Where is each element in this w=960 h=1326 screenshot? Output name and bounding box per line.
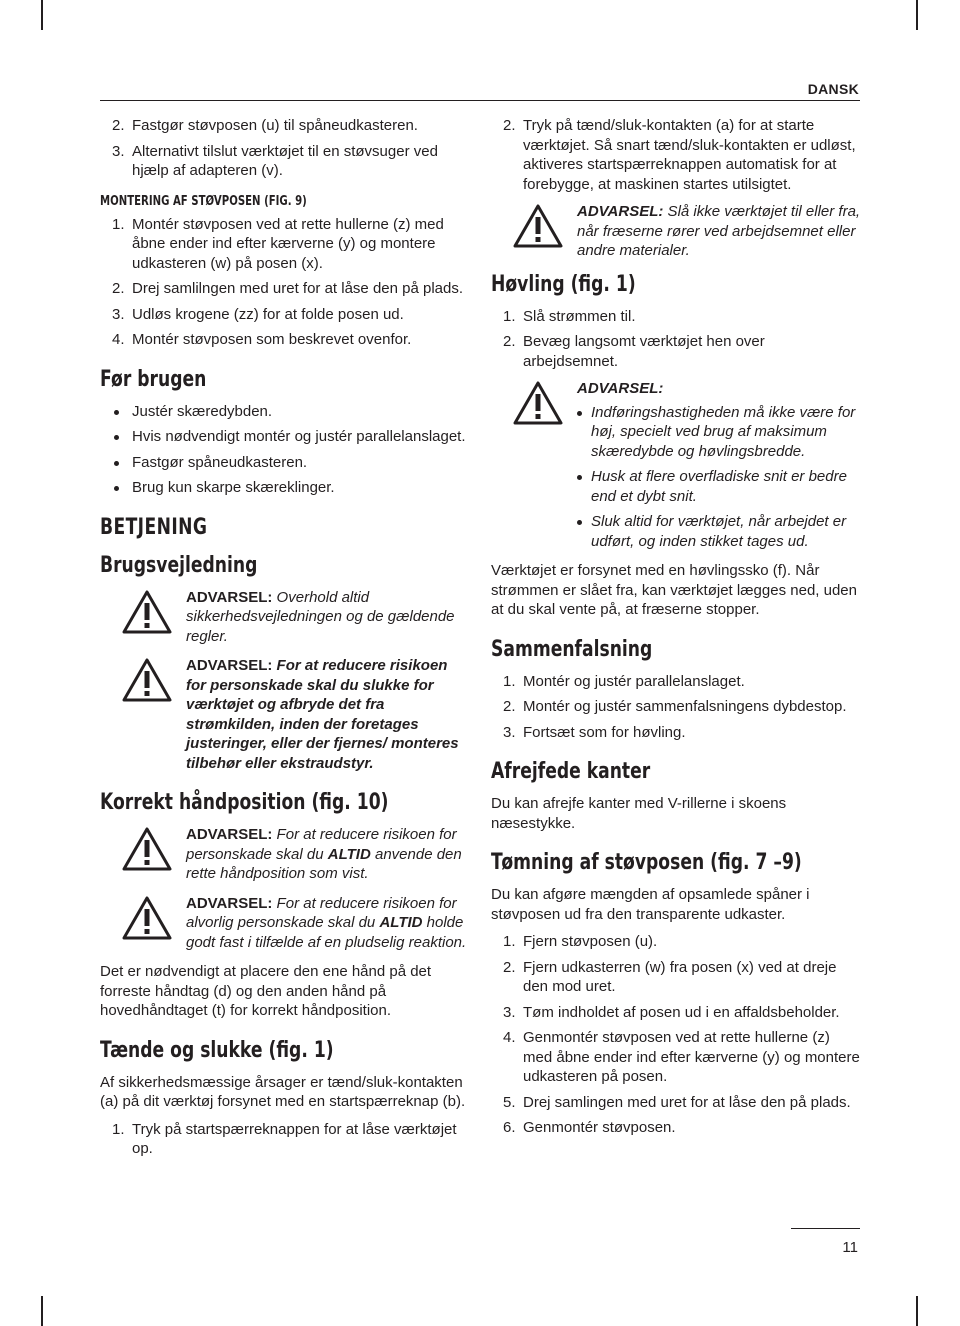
before-list (100, 402, 470, 498)
warning-block: ADVARSEL: For at reducere risikoen for personskade skal du slukke for værktøjet og afbryde det fra strømkilden, inden der foretages justeringer, eller der fjernes/ monteres tilbehør eller ekstraudstyr. (100, 656, 470, 773)
list-item: 1. Montér støvposen ved at rette hullerne (z) med åbne ender ind efter kærverne (y) og montere udkasteren (w) på posen (x). (112, 215, 444, 272)
list-item: Hvis nødvendigt montér og justér parallelanslaget. (100, 427, 470, 447)
switch-heading: Tænde og slukke (fig. 1) (100, 1037, 334, 1063)
warning-triangle-icon (122, 658, 172, 702)
plane-heading: Høvling (fig. 1) (491, 271, 636, 297)
list-item: 6. Genmontér støvposen. (503, 1119, 676, 1136)
list-item: 2. Drej samlilngen med uret for at låse den på plads. (112, 280, 464, 297)
list-item: 2. Tryk på tænd/sluk-kontakten (a) for at starte værktøjet. Så snart tænd/sluk-kontakten er udløst, aktiveres startspærreknappen automatisk for at forebygge, at maskinen startes utilsigtet. (503, 117, 856, 193)
crop-mark (916, 1296, 918, 1326)
plane-warn-list (577, 403, 861, 552)
page-number: 11 (842, 1239, 858, 1256)
crop-mark (916, 0, 918, 30)
crop-mark (41, 0, 43, 30)
mount-heading: MONTERING AF STØVPOSEN (FIG. 9) (100, 193, 307, 209)
warning-triangle-icon (122, 827, 172, 871)
list-item: 4. Montér støvposen som beskrevet ovenfor. (112, 331, 412, 348)
switch-body: Af sikkerhedsmæssige årsager er tænd/sluk-kontakten (a) på dit værktøj forsynet med en startspærreknap (b). (100, 1073, 466, 1110)
warning-block: ADVARSEL: Slå ikke værktøjet til eller fra, når fræserne rører ved arbejdsemnet eller andre materialer. (491, 202, 861, 261)
list-item: 3. Udløs krogene (zz) for at folde posen ud. (112, 305, 404, 323)
language-label: DANSK (807, 81, 859, 97)
list-item: 2. Fastgør støvposen (u) til spåneudkasteren. (112, 117, 418, 134)
list-item: Brug kun skarpe skæreklinger. (100, 478, 470, 498)
switch-list-cont (491, 116, 861, 194)
before-heading: Før brugen (100, 366, 207, 392)
switch-list (100, 1120, 470, 1159)
hand-heading: Korrekt håndposition (fig. 10) (100, 790, 389, 815)
empty-list (491, 932, 861, 1138)
warning-block: ADVARSEL: For at reducere risikoen for personskade skal du ALTID anvende den rette håndposition som vist. (100, 825, 470, 884)
crop-mark (41, 1296, 43, 1326)
rebate-heading: Sammenfalsning (491, 636, 653, 662)
list-item: 3. Alternativt tilslut værktøjet til en støvsuger ved hjælp af adapteren (v). (112, 142, 438, 179)
list-item: 1. Slå strømmen til. (503, 307, 636, 325)
list-item: Indføringshastigheden må ikke være for høj, specielt ved brug af maksimum skæredybde og høvlingsbredde. (577, 403, 861, 462)
list-item: Justér skæredybden. (100, 402, 470, 422)
list-item: Sluk altid for værktøjet, når arbejdet er udført, og inden stikket tages ud. (577, 512, 861, 551)
list-item: 2. Fjern udkasterren (w) fra posen (x) ved at dreje den mod uret. (503, 958, 837, 995)
chamfer-heading: Afrejfede kanter (491, 759, 651, 784)
list-item: 3. Fortsæt som for høvling. (503, 723, 686, 741)
footer-rule (791, 1228, 860, 1229)
list-item: Husk at flere overfladiske snit er bedre end et dybt snit. (577, 467, 861, 506)
warning-block: ADVARSEL: For at reducere risikoen for alvorlig personskade skal du ALTID holde godt fast i tilfælde af en pludselig reaktion. (100, 894, 470, 953)
warning-triangle-icon (513, 381, 563, 425)
warning-triangle-icon (122, 590, 172, 634)
list-item: 1. Fjern støvposen (u). (503, 933, 658, 950)
plane-body: Værktøjet er forsynet med en høvlingssko (f). Når strømmen er slået fra, kan værktøjet lægges ned, uden at du skal vente på, at fræserne stopper. (491, 562, 857, 618)
list-item: 2. Montér og justér sammenfalsningens dybdestop. (503, 698, 847, 715)
warning-block: ADVARSEL: Overhold altid sikkerhedsvejledningen og de gældende regler. (100, 588, 470, 647)
list-a (100, 116, 470, 181)
list-item: 5. Drej samlingen med uret for at låse den på plads. (503, 1093, 851, 1111)
left-column (100, 116, 470, 1165)
operation-heading: BETJENING (100, 514, 208, 540)
list-b (100, 215, 470, 350)
right-column (491, 116, 861, 1144)
empty-heading: Tømning af støvposen (fig. 7 –9) (491, 850, 802, 875)
list-item: 1. Tryk på startspærreknappen for at låse værktøjet op. (112, 1120, 457, 1157)
list-item: Fastgør spåneudkasteren. (100, 453, 470, 473)
list-item: 3. Tøm indholdet af posen ud i en affaldsbeholder. (503, 1003, 840, 1021)
hand-body: Det er nødvendigt at placere den ene hånd på det forreste håndtag (d) og den anden hånd på hovedhåndtaget (t) for korrekt håndposition. (100, 963, 432, 1019)
rebate-list (491, 672, 861, 743)
warning-triangle-icon (513, 204, 563, 248)
usage-heading: Brugsvejledning (100, 552, 258, 578)
plane-list (491, 307, 861, 372)
list-item: 4. Genmontér støvposen ved at rette hullerne (z) med åbne ender ind efter kærverne (y) og montere udkasteren på posen. (503, 1029, 860, 1085)
warning-triangle-icon (122, 896, 172, 940)
list-item: 2. Bevæg langsomt værktøjet hen over arbejdsemnet. (503, 333, 765, 370)
empty-body: Du kan afgøre mængden af opsamlede spåner i støvposen ud fra den transparente udkaster. (491, 886, 810, 923)
list-item: 1. Montér og justér parallelanslaget. (503, 672, 745, 690)
warning-block: ADVARSEL: Indføringshastigheden må ikke være for høj, specielt ved brug af maksimum skæredybde og høvlingsbredde. Husk at flere overfladiske snit er bedre end et dybt snit. Sluk altid for værktøjet, når arbejdet er udført, og inden stikket tages ud. (491, 379, 861, 551)
chamfer-body: Du kan afrejfe kanter med V-rillerne i skoens næsestykke. (491, 795, 787, 832)
header-rule (100, 100, 860, 101)
